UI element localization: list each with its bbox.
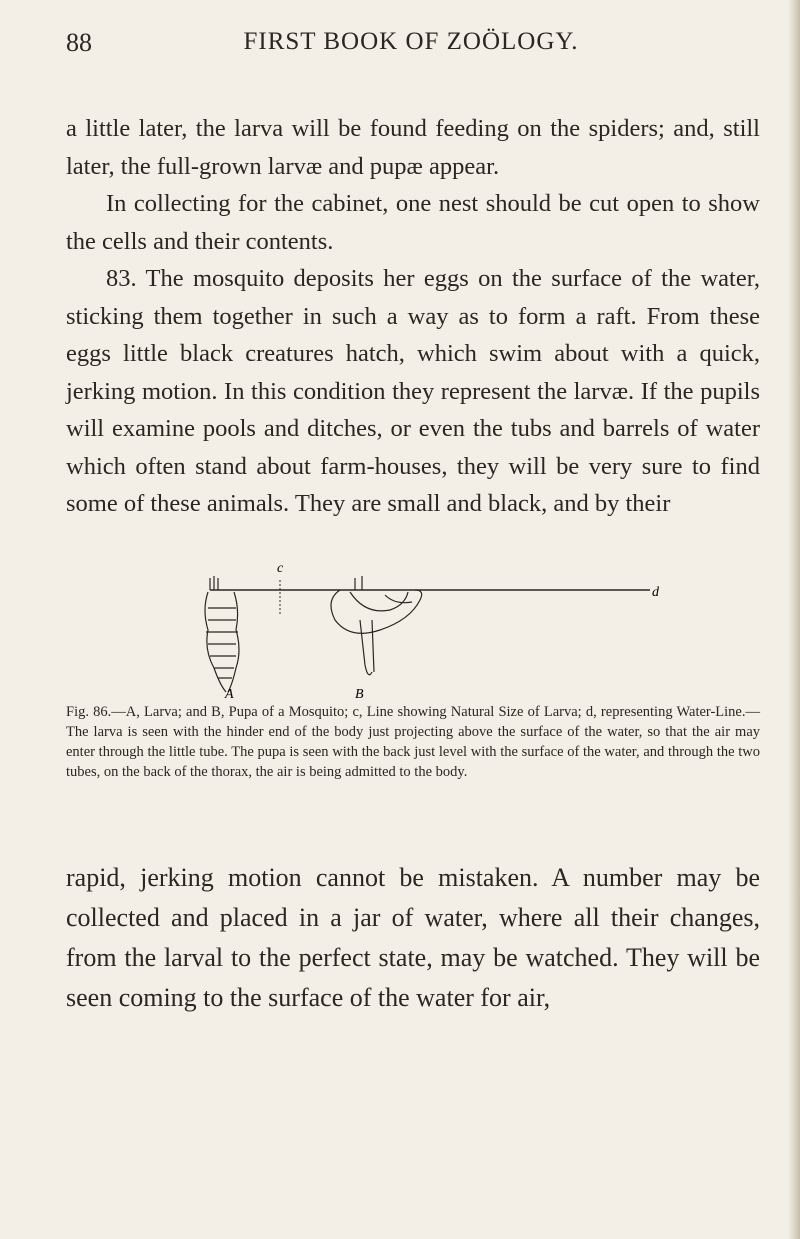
paragraph-continued: a little later, the larva will be found feeding on the spiders; and, still later, the full-grown larvæ and pupæ appear.	[66, 115, 760, 180]
paragraph-rapid: rapid, jerking motion cannot be mistaken. A number may be collected and placed in a jar of water, where all their changes, from the larval to the perfect state, may be watched. They will be seen coming to the surface of the water for air,	[66, 863, 760, 1012]
label-B: B	[355, 687, 364, 700]
page-number: 88	[66, 28, 92, 57]
running-title: FIRST BOOK OF ZOÖLOGY.	[243, 28, 579, 55]
paragraph-mosquito: 83. The mosquito deposits her eggs on the surface of the water, sticking them together in such a way as to form a raft. From these eggs little black creatures hatch, which swim about with a quick, jerking motion. In this condition they represent the larvæ. If the pupils will examine pools and ditches, or even the tubs and barrels of water which often stand about farm-houses, they will be very sure to find some of these animals. They are small and black, and by their	[66, 265, 760, 517]
paragraph-collecting: In collecting for the cabinet, one nest should be cut open to show the cells and their contents.	[66, 190, 760, 255]
pupa-drawing	[331, 576, 422, 675]
figure-caption: Fig. 86.—A, Larva; and B, Pupa of a Mosquito; c, Line showing Natural Size of Larva; d, representing Water-Line.—The larva is seen with the hinder end of the body just projecting above the surface of the water, so that the air may enter through the little tube. The pupa is seen with the back just level with the surface of the water, and through the two tubes, on the back of the thorax, the air is being admitted to the body.	[66, 704, 760, 780]
page-header	[66, 22, 756, 62]
mosquito-figure	[150, 560, 660, 700]
text-block-top	[66, 110, 760, 523]
text-block-bottom	[66, 858, 760, 1018]
larva-pupa-illustration	[150, 560, 660, 700]
larva-drawing	[205, 576, 239, 692]
label-d: d	[652, 585, 659, 600]
label-c: c	[277, 561, 284, 576]
label-A: A	[225, 687, 234, 700]
page-edge-shadow	[788, 0, 800, 1239]
